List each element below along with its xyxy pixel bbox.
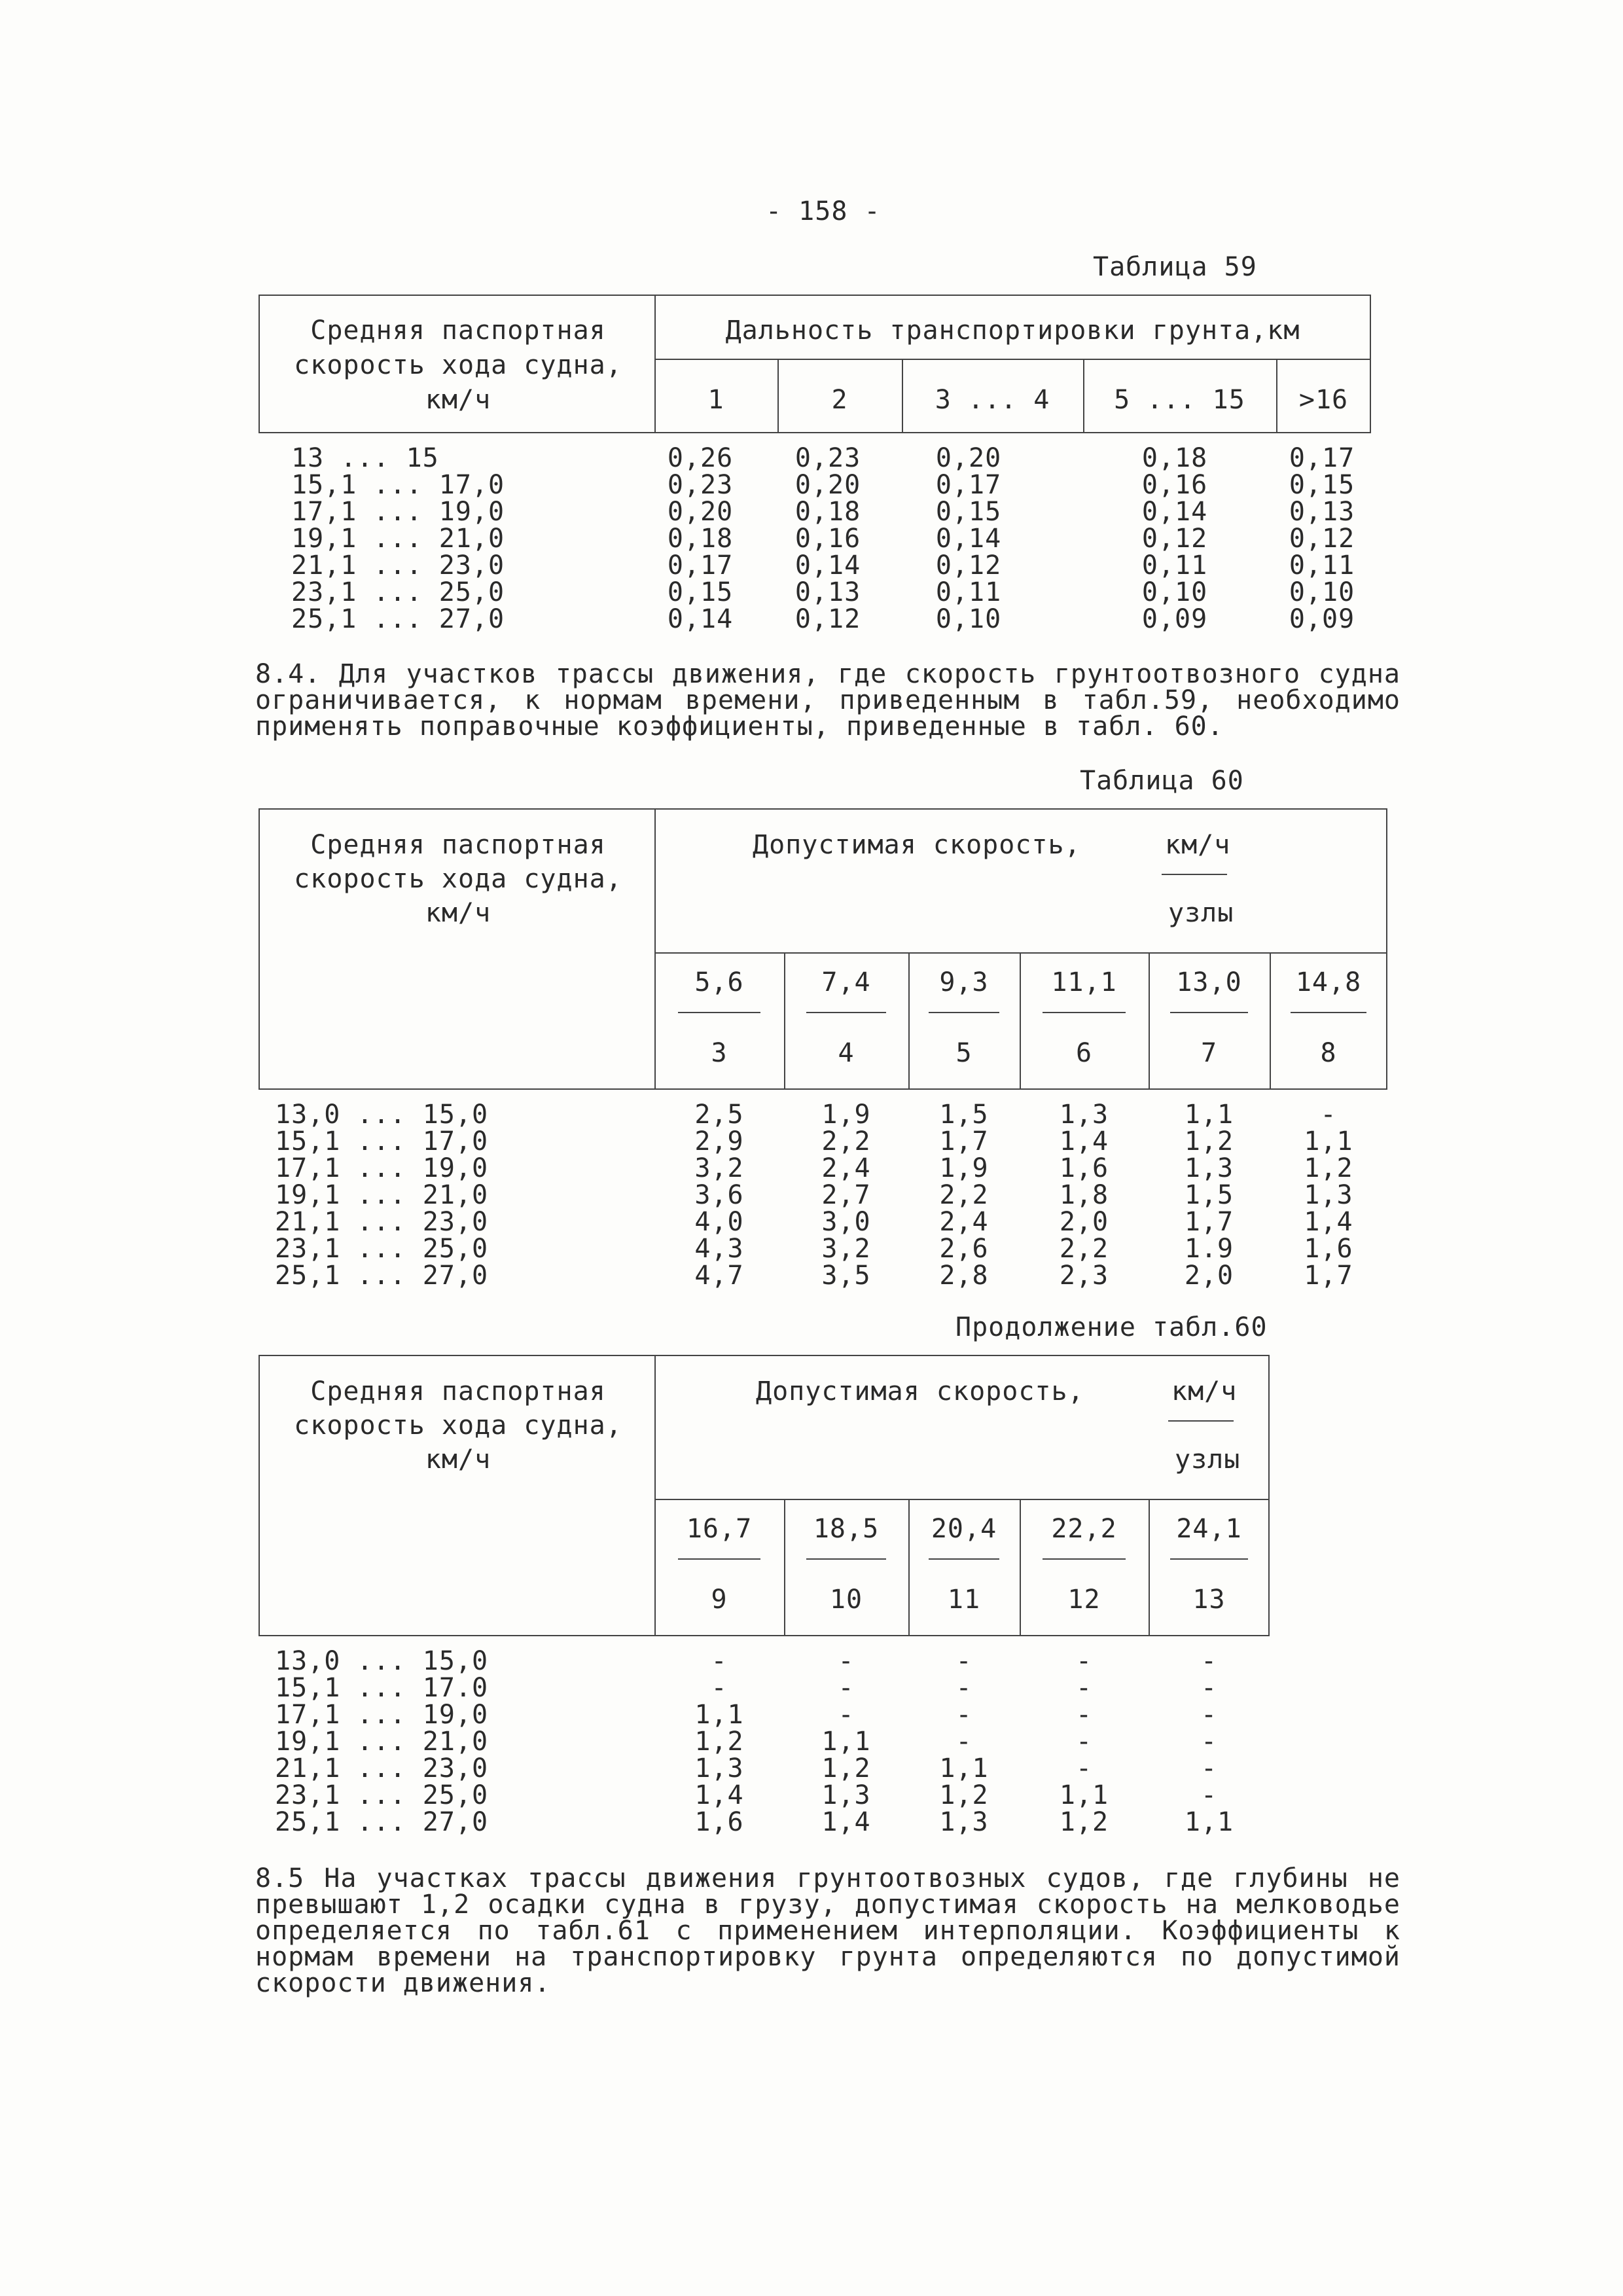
table60-cell: 1,2 xyxy=(1184,1126,1234,1157)
table60-subheader-num: 5,6 xyxy=(694,967,744,997)
table59-cell: 0,26 xyxy=(667,443,734,473)
table60b-cell: 1,4 xyxy=(694,1780,744,1810)
table60-cell: 2,2 xyxy=(821,1126,871,1157)
table60b-cell: 1,3 xyxy=(694,1753,744,1784)
table60-cell: 2,0 xyxy=(1059,1207,1109,1237)
table59-cell: 0,10 xyxy=(935,604,1002,634)
table60-cell: 1,9 xyxy=(821,1100,871,1130)
table59-cell: 0,12 xyxy=(794,604,861,634)
table60b-cell: 1,3 xyxy=(939,1807,989,1837)
table60-subheader-fraction-line xyxy=(929,1012,1000,1013)
table59-cell: 0,20 xyxy=(794,470,861,500)
table59-row-speed: 13 ... 15 xyxy=(291,443,439,473)
table60b-row-speed: 13,0 ... 15,0 xyxy=(275,1646,489,1676)
table60-row-speed: 21,1 ... 23,0 xyxy=(275,1207,489,1237)
table60b-subheader-fraction-line xyxy=(1043,1558,1125,1560)
table60-cell: 1,7 xyxy=(939,1126,989,1157)
table60-cell: 1,5 xyxy=(939,1100,989,1130)
table59-cell: 0,16 xyxy=(794,524,861,554)
table60b-subheader-den: 9 xyxy=(711,1585,728,1615)
table60b-row-speed: 23,1 ... 25,0 xyxy=(275,1780,489,1810)
table60-row-speed: 23,1 ... 25,0 xyxy=(275,1234,489,1264)
table60b-cell: - xyxy=(1075,1753,1093,1784)
table60b-cell: 1,1 xyxy=(694,1700,744,1730)
table60b-cell: - xyxy=(955,1700,972,1730)
table60b-unit-denominator: узлы xyxy=(1175,1444,1241,1475)
table60b-cell: - xyxy=(1200,1673,1218,1703)
table60-cell: 3,2 xyxy=(694,1153,744,1183)
table60-row-speed: 17,1 ... 19,0 xyxy=(275,1153,489,1183)
table59-row-speed: 25,1 ... 27,0 xyxy=(291,604,505,634)
table60b-row-speed: 17,1 ... 19,0 xyxy=(275,1700,489,1730)
table60-subheader-fraction-line xyxy=(1170,1012,1247,1013)
table60b-cell: 1,6 xyxy=(694,1807,744,1837)
table60-subheader-den: 3 xyxy=(711,1038,728,1068)
table60-cell: 1,3 xyxy=(1184,1153,1234,1183)
table59-cell: 0,14 xyxy=(667,604,734,634)
table59-row-speed: 21,1 ... 23,0 xyxy=(291,550,505,581)
table60b-col1-header-line1: Средняя паспортная xyxy=(310,1376,606,1407)
table60b-col1-header-line2: скорость хода судна, xyxy=(294,1410,622,1441)
table60b-cell: - xyxy=(838,1673,855,1703)
table59-subheader: 3 ... 4 xyxy=(935,385,1050,415)
table60-cell: 1,5 xyxy=(1184,1180,1234,1210)
table60b-cell: 1,1 xyxy=(1059,1780,1109,1810)
table60b-cell: - xyxy=(1075,1673,1093,1703)
table59-cell: 0,23 xyxy=(667,470,734,500)
table60-cell: 4,0 xyxy=(694,1207,744,1237)
table60b-unit-fraction-line xyxy=(1168,1420,1234,1422)
table60-cell: 1,1 xyxy=(1184,1100,1234,1130)
table60-cell: 1,9 xyxy=(939,1153,989,1183)
table60b-subheader-fraction-line xyxy=(678,1558,761,1560)
table60b-cell: - xyxy=(1200,1780,1218,1810)
table60-row-speed: 15,1 ... 17,0 xyxy=(275,1126,489,1157)
paragraph-8-4: 8.4. Для участков трассы движения, где скорость грунтоотвозного судна ограничивается, к нормам времени, приведенным в табл.59, необходимо применять поправочные коэффициенты, приведенные в табл. 60. xyxy=(255,659,1400,742)
table59-col1-header-line2: скорость хода судна, xyxy=(294,350,622,380)
table59-row-speed: 17,1 ... 19,0 xyxy=(291,497,505,527)
table60-cell: 3,2 xyxy=(821,1234,871,1264)
table60-cell: 2,2 xyxy=(1059,1234,1109,1264)
table59-cell: 0,23 xyxy=(794,443,861,473)
table60-subheader-den: 4 xyxy=(838,1038,855,1068)
table60-row-speed: 19,1 ... 21,0 xyxy=(275,1180,489,1210)
table60-cell: 4,7 xyxy=(694,1261,744,1291)
table60-cell: 2,4 xyxy=(821,1153,871,1183)
table60b-group-header: Допустимая скорость, xyxy=(756,1376,1084,1407)
table60-group-header: Допустимая скорость, xyxy=(753,830,1081,860)
table60-cell: 1,1 xyxy=(1304,1126,1353,1157)
table60-cell: 3,6 xyxy=(694,1180,744,1210)
table60b-cell: - xyxy=(711,1646,728,1676)
table59-cell: 0,12 xyxy=(935,550,1002,581)
table59-subheader: 5 ... 15 xyxy=(1114,385,1245,415)
table59-subheader: >16 xyxy=(1298,385,1349,415)
table60-subheader-den: 5 xyxy=(955,1038,972,1068)
table60b-cell: 1,1 xyxy=(1184,1807,1234,1837)
table60b-cell: - xyxy=(711,1673,728,1703)
table60b-cell: - xyxy=(955,1646,972,1676)
table60-unit-denominator: узлы xyxy=(1168,898,1234,928)
table60b-subheader-fraction-line xyxy=(1170,1558,1247,1560)
table59-cell: 0,11 xyxy=(1289,550,1355,581)
table60-subheader-num: 11,1 xyxy=(1051,967,1117,997)
table60b-subheader-den: 10 xyxy=(829,1585,863,1615)
table60b-cell: - xyxy=(1200,1646,1218,1676)
table59-cell: 0,18 xyxy=(667,524,734,554)
table60b-cell: 1,2 xyxy=(1059,1807,1109,1837)
table60b-cell: 1,2 xyxy=(821,1753,871,1784)
table60-group-divider xyxy=(654,952,1387,954)
table59-cell: 0,13 xyxy=(794,577,861,607)
table60-row-speed: 25,1 ... 27,0 xyxy=(275,1261,489,1291)
table59-cell: 0,11 xyxy=(935,577,1002,607)
table60b-row-speed: 21,1 ... 23,0 xyxy=(275,1753,489,1784)
table60b-cell: - xyxy=(1200,1753,1218,1784)
table59-cell: 0,12 xyxy=(1289,524,1355,554)
table60-cell: 2,3 xyxy=(1059,1261,1109,1291)
table60-cell: 3,5 xyxy=(821,1261,871,1291)
table60-cell: 2,8 xyxy=(939,1261,989,1291)
paragraph-8-5: 8.5 На участках трассы движения грунтоотвозных судов, где глубины не превышают 1,2 осадки судна в грузу, допустимая скорость на мелководье определяется по табл.61 с применением интерполяции. Коэффициенты к нормам времени на транспортировку грунта определяются по допустимой скорости движения. xyxy=(255,1863,1400,1998)
table60-subheader-num: 9,3 xyxy=(939,967,989,997)
table60-cell: 1,3 xyxy=(1304,1180,1353,1210)
table60-cell: 2,6 xyxy=(939,1234,989,1264)
table60b-subheader-den: 12 xyxy=(1067,1585,1101,1615)
table59-cell: 0,14 xyxy=(794,550,861,581)
table60-subheader-den: 8 xyxy=(1320,1038,1337,1068)
table60b-cell: 1,1 xyxy=(821,1727,871,1757)
table59-group-header: Дальность транспортировки грунта,км xyxy=(725,315,1300,346)
table60-subheader-fraction-line xyxy=(806,1012,886,1013)
table59-row-speed: 15,1 ... 17,0 xyxy=(291,470,505,500)
table59-subheader: 2 xyxy=(831,385,848,415)
table59-cell: 0,15 xyxy=(667,577,734,607)
table60b-group-divider xyxy=(654,1499,1270,1500)
table60-subheader-fraction-line xyxy=(1291,1012,1366,1013)
table59-cell: 0,17 xyxy=(667,550,734,581)
table60-subheader-fraction-line xyxy=(1043,1012,1125,1013)
table60b-unit-numerator: км/ч xyxy=(1171,1376,1238,1407)
table59-subheader: 1 xyxy=(707,385,724,415)
table60-cell: 1,6 xyxy=(1304,1234,1353,1264)
table60b-subheader-num: 16,7 xyxy=(686,1514,753,1544)
table60-cell: 1,2 xyxy=(1304,1153,1353,1183)
table60b-cell: 1,1 xyxy=(939,1753,989,1784)
table59-cell: 0,11 xyxy=(1141,550,1208,581)
table60b-row-speed: 25,1 ... 27,0 xyxy=(275,1807,489,1837)
table60-row-speed: 13,0 ... 15,0 xyxy=(275,1100,489,1130)
table60-cell: 1,4 xyxy=(1304,1207,1353,1237)
table60b-cell: - xyxy=(1075,1700,1093,1730)
table60b-subheader-den: 11 xyxy=(947,1585,981,1615)
table60b-cell: 1,2 xyxy=(694,1727,744,1757)
table60-caption: Таблица 60 xyxy=(1080,766,1244,796)
table60-cell: 2,4 xyxy=(939,1207,989,1237)
table60b-subheader-num: 22,2 xyxy=(1051,1514,1117,1544)
table60b-cell: - xyxy=(955,1673,972,1703)
table59-cell: 0,18 xyxy=(1141,443,1208,473)
table60-subheader-num: 14,8 xyxy=(1295,967,1362,997)
table60-unit-fraction-line xyxy=(1162,874,1227,875)
table60b-cell: - xyxy=(838,1700,855,1730)
table60b-subheader-num: 20,4 xyxy=(931,1514,997,1544)
table60-col1-header-line1: Средняя паспортная xyxy=(310,830,606,860)
table60-subheader-num: 13,0 xyxy=(1176,967,1242,997)
table60b-cell: - xyxy=(1200,1727,1218,1757)
table59-cell: 0,20 xyxy=(667,497,734,527)
table59-cell: 0,15 xyxy=(1289,470,1355,500)
table60b-cell: 1,3 xyxy=(821,1780,871,1810)
table60-cell: 1,3 xyxy=(1059,1100,1109,1130)
table60b-subheader-fraction-line xyxy=(806,1558,886,1560)
table60b-cell: - xyxy=(955,1727,972,1757)
table60b-row-speed: 19,1 ... 21,0 xyxy=(275,1727,489,1757)
table60b-subheader-fraction-line xyxy=(929,1558,1000,1560)
table60-cell: 2,7 xyxy=(821,1180,871,1210)
table60-cell: 1.9 xyxy=(1184,1234,1234,1264)
table59-cell: 0,09 xyxy=(1289,604,1355,634)
table60-cell: 2,5 xyxy=(694,1100,744,1130)
table59-cell: 0,17 xyxy=(1289,443,1355,473)
table59-cell: 0,17 xyxy=(935,470,1002,500)
table59-cell: 0,14 xyxy=(935,524,1002,554)
table60b-subheader-den: 13 xyxy=(1192,1585,1226,1615)
table60b-subheader-num: 18,5 xyxy=(813,1514,880,1544)
table60-cell: 2,0 xyxy=(1184,1261,1234,1291)
table60b-row-speed: 15,1 ... 17.0 xyxy=(275,1673,489,1703)
table60-cell: 1,4 xyxy=(1059,1126,1109,1157)
table59-cell: 0,20 xyxy=(935,443,1002,473)
table60-cell: 4,3 xyxy=(694,1234,744,1264)
table59-row-speed: 23,1 ... 25,0 xyxy=(291,577,505,607)
table60b-cell: 1,4 xyxy=(821,1807,871,1837)
table60b-subheader-num: 24,1 xyxy=(1176,1514,1242,1544)
table60b-col1-header-line3: км/ч xyxy=(425,1444,491,1475)
page-number: - 158 - xyxy=(766,196,881,226)
table59-cell: 0,10 xyxy=(1289,577,1355,607)
table60b-cell: 1,2 xyxy=(939,1780,989,1810)
table59-col1-header-line1: Средняя паспортная xyxy=(310,315,606,346)
table60-cell: 1,7 xyxy=(1184,1207,1234,1237)
table60b-cell: - xyxy=(1200,1700,1218,1730)
table60-cell: 3,0 xyxy=(821,1207,871,1237)
table60-cell: 1,7 xyxy=(1304,1261,1353,1291)
table60-col1-header-line3: км/ч xyxy=(425,898,491,928)
table60-unit-numerator: км/ч xyxy=(1165,830,1231,860)
table59-cell: 0,18 xyxy=(794,497,861,527)
table59-group-divider xyxy=(654,359,1371,360)
table59-cell: 0,13 xyxy=(1289,497,1355,527)
table60-cell: 1,8 xyxy=(1059,1180,1109,1210)
table59-row-speed: 19,1 ... 21,0 xyxy=(291,524,505,554)
table59-cell: 0,16 xyxy=(1141,470,1208,500)
table59-caption: Таблица 59 xyxy=(1093,252,1257,282)
table60b-caption: Продолжение табл.60 xyxy=(955,1312,1268,1342)
table60b-cell: - xyxy=(1075,1646,1093,1676)
table59-cell: 0,09 xyxy=(1141,604,1208,634)
table59-col1-header-line3: км/ч xyxy=(425,385,491,415)
table60-col1-header-line2: скорость хода судна, xyxy=(294,864,622,894)
table59-cell: 0,10 xyxy=(1141,577,1208,607)
table60-cell: - xyxy=(1320,1100,1337,1130)
table60-cell: 2,2 xyxy=(939,1180,989,1210)
table60b-cell: - xyxy=(1075,1727,1093,1757)
table59-cell: 0,15 xyxy=(935,497,1002,527)
table60-subheader-den: 6 xyxy=(1075,1038,1093,1068)
table60-cell: 2,9 xyxy=(694,1126,744,1157)
table60-cell: 1,6 xyxy=(1059,1153,1109,1183)
table59-cell: 0,14 xyxy=(1141,497,1208,527)
table60b-cell: - xyxy=(838,1646,855,1676)
table60-subheader-den: 7 xyxy=(1200,1038,1218,1068)
table59-cell: 0,12 xyxy=(1141,524,1208,554)
table60-subheader-fraction-line xyxy=(678,1012,761,1013)
table60-subheader-num: 7,4 xyxy=(821,967,871,997)
